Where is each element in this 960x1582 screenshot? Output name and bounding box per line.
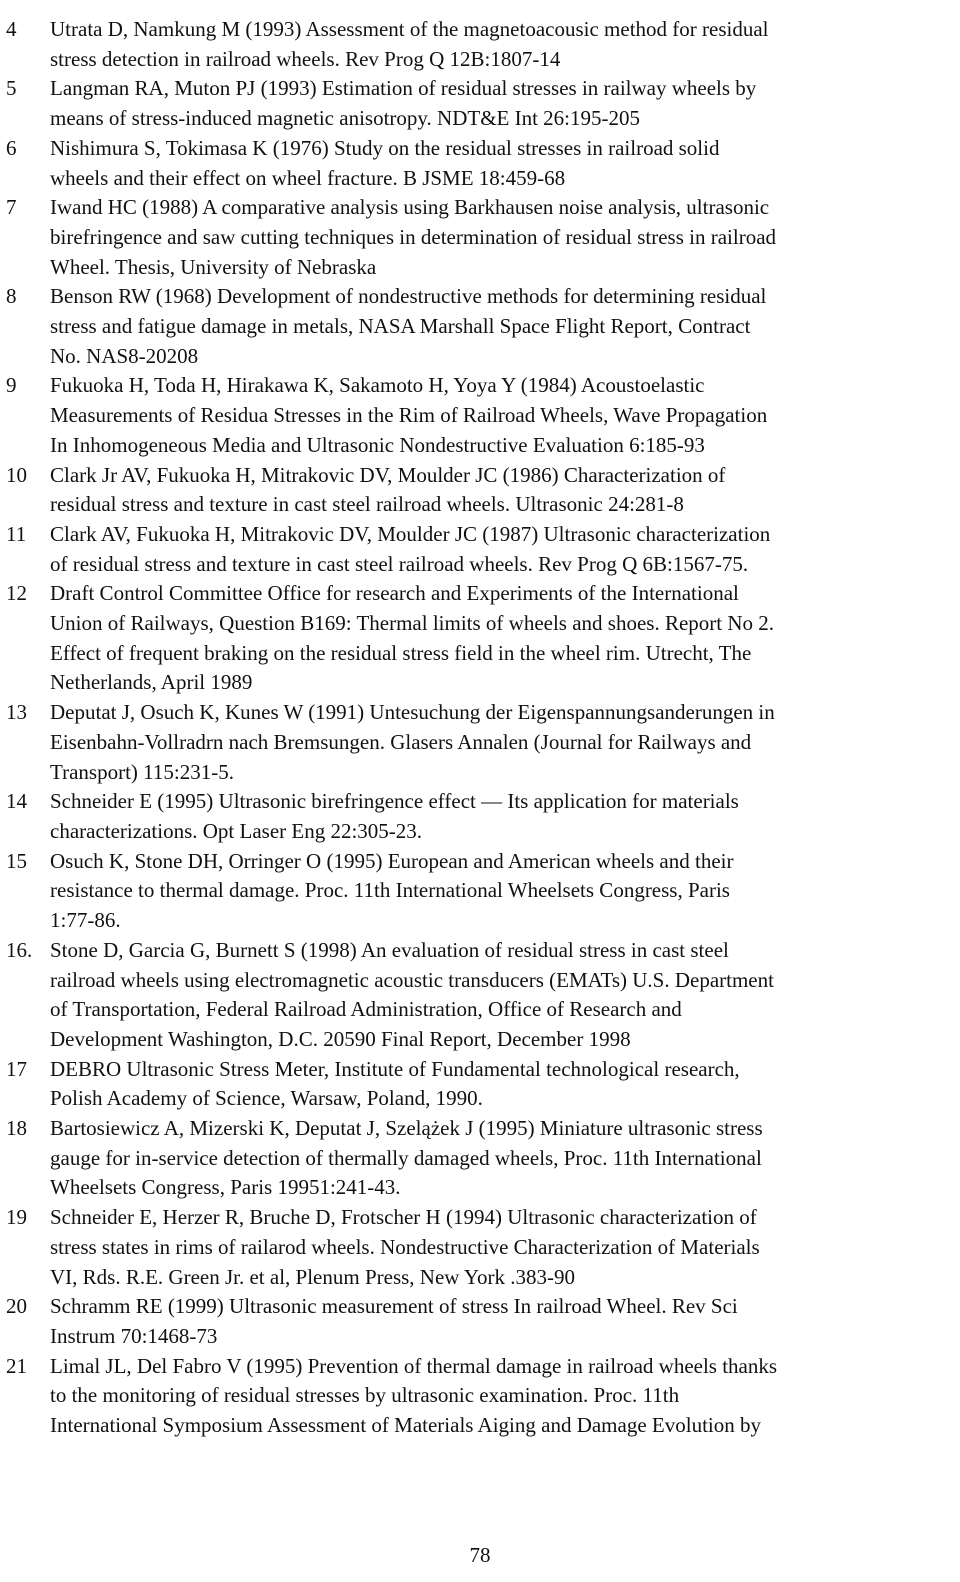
reference-line: Polish Academy of Science, Warsaw, Poland, 1990.: [50, 1086, 483, 1111]
reference-number: 10: [6, 462, 27, 487]
reference-number: 11: [6, 521, 27, 546]
reference-line: Fukuoka H, Toda H, Hirakawa K, Sakamoto H, Yoya Y (1984) Acoustoelastic: [50, 373, 705, 398]
reference-number: 5: [6, 76, 17, 101]
page-number: 78: [469, 1543, 491, 1567]
reference-number: 6: [6, 135, 17, 160]
reference-line: 1:77-86.: [50, 908, 121, 933]
reference-item: [6, 520, 954, 579]
reference-item: [6, 461, 954, 520]
reference-item: [6, 1203, 954, 1292]
reference-text: [50, 1352, 954, 1441]
reference-line: to the monitoring of residual stresses by ultrasonic examination. Proc. 11th: [50, 1383, 680, 1408]
reference-text: [50, 847, 954, 936]
reference-line: Wheel. Thesis, University of Nebraska: [50, 254, 377, 279]
reference-number: 9: [6, 373, 17, 398]
reference-line: Nishimura S, Tokimasa K (1976) Study on the residual stresses in railroad solid: [50, 135, 720, 160]
reference-line: Transport) 115:231-5.: [50, 759, 234, 784]
reference-line: Schramm RE (1999) Ultrasonic measurement of stress In railroad Wheel. Rev Sci: [50, 1294, 738, 1319]
reference-line: resistance to thermal damage. Proc. 11th International Wheelsets Congress, Paris: [50, 878, 730, 903]
reference-line: birefringence and saw cutting techniques in determination of residual stress in railroad: [50, 224, 777, 249]
reference-item: [6, 787, 954, 846]
reference-line: Bartosiewicz A, Mizerski K, Deputat J, Szelążek J (1995) Miniature ultrasonic stress: [50, 1116, 763, 1141]
reference-line: gauge for in-service detection of thermally damaged wheels, Proc. 11th International: [50, 1145, 762, 1170]
reference-number: 15: [6, 848, 27, 873]
reference-line: Effect of frequent braking on the residual stress field in the wheel rim. Utrecht, The: [50, 640, 752, 665]
reference-line: of residual stress and texture in cast steel railroad wheels. Rev Prog Q 6B:1567-75.: [50, 551, 749, 576]
reference-text: [50, 787, 954, 846]
reference-line: Osuch K, Stone DH, Orringer O (1995) European and American wheels and their: [50, 848, 734, 873]
reference-line: Schneider E (1995) Ultrasonic birefringence effect — Its application for materials: [50, 789, 739, 814]
reference-item: [6, 698, 954, 787]
reference-line: residual stress and texture in cast steel railroad wheels. Ultrasonic 24:281-8: [50, 492, 684, 517]
reference-line: means of stress-induced magnetic anisotropy. NDT&E Int 26:195-205: [50, 106, 641, 131]
reference-line: stress detection in railroad wheels. Rev Prog Q 12B:1807-14: [50, 46, 561, 71]
reference-number: 19: [6, 1205, 27, 1230]
reference-line: Instrum 70:1468-73: [50, 1323, 218, 1348]
reference-list: [6, 15, 954, 1441]
reference-text: [50, 134, 954, 193]
reference-text: [50, 698, 954, 787]
reference-text: [50, 15, 954, 74]
reference-text: [50, 1292, 954, 1351]
reference-line: stress states in rims of railarod wheels. Nondestructive Characterization of Materials: [50, 1234, 760, 1259]
reference-item: [6, 579, 954, 698]
reference-number: 8: [6, 284, 17, 309]
reference-number: 17: [6, 1056, 27, 1081]
reference-line: VI, Rds. R.E. Green Jr. et al, Plenum Press, New York .383-90: [50, 1264, 575, 1289]
reference-line: Union of Railways, Question B169: Thermal limits of wheels and shoes. Report No 2.: [50, 611, 775, 636]
reference-line: In Inhomogeneous Media and Ultrasonic Nondestructive Evaluation 6:185-93: [50, 432, 705, 457]
reference-line: Clark Jr AV, Fukuoka H, Mitrakovic DV, Moulder JC (1986) Characterization of: [50, 462, 726, 487]
reference-text: [50, 936, 954, 1055]
reference-text: [50, 371, 954, 460]
reference-number: 14: [6, 789, 27, 814]
reference-number: 7: [6, 195, 17, 220]
reference-text: [50, 461, 954, 520]
reference-item: [6, 371, 954, 460]
reference-line: Netherlands, April 1989: [50, 670, 253, 695]
reference-item: [6, 936, 954, 1055]
reference-line: Measurements of Residua Stresses in the Rim of Railroad Wheels, Wave Propagation: [50, 403, 768, 428]
reference-item: [6, 193, 954, 282]
reference-line: railroad wheels using electromagnetic acoustic transducers (EMATs) U.S. Department: [50, 967, 774, 992]
reference-line: Deputat J, Osuch K, Kunes W (1991) Untesuchung der Eigenspannungsanderungen in: [50, 700, 775, 725]
reference-line: stress and fatigue damage in metals, NASA Marshall Space Flight Report, Contract: [50, 314, 751, 339]
reference-line: Stone D, Garcia G, Burnett S (1998) An evaluation of residual stress in cast steel: [50, 937, 729, 962]
reference-number: 18: [6, 1116, 27, 1141]
reference-number: 21: [6, 1353, 27, 1378]
reference-item: [6, 1114, 954, 1203]
reference-text: [50, 282, 954, 371]
reference-item: [6, 15, 954, 74]
reference-line: Utrata D, Namkung M (1993) Assessment of the magnetoacousic method for residual: [50, 17, 769, 41]
reference-line: Benson RW (1968) Development of nondestructive methods for determining residual: [50, 284, 767, 309]
reference-item: [6, 1055, 954, 1114]
reference-line: Schneider E, Herzer R, Bruche D, Frotscher H (1994) Ultrasonic characterization of: [50, 1205, 757, 1230]
reference-line: Iwand HC (1988) A comparative analysis using Barkhausen noise analysis, ultrasonic: [50, 195, 770, 220]
reference-text: [50, 193, 954, 282]
reference-text: [50, 1055, 954, 1114]
reference-number: 13: [6, 700, 27, 725]
reference-line: Draft Control Committee Office for research and Experiments of the International: [50, 581, 739, 606]
reference-item: [6, 74, 954, 133]
reference-item: [6, 847, 954, 936]
reference-number: 4: [6, 17, 17, 41]
reference-line: Clark AV, Fukuoka H, Mitrakovic DV, Moulder JC (1987) Ultrasonic characterization: [50, 521, 771, 546]
reference-line: DEBRO Ultrasonic Stress Meter, Institute of Fundamental technological research,: [50, 1056, 740, 1081]
reference-line: Limal JL, Del Fabro V (1995) Prevention of thermal damage in railroad wheels thanks: [50, 1353, 778, 1378]
reference-line: of Transportation, Federal Railroad Administration, Office of Research and: [50, 997, 682, 1022]
reference-text: [50, 1114, 954, 1203]
reference-text: [50, 1203, 954, 1292]
reference-text: [50, 579, 954, 698]
reference-number: 20: [6, 1294, 27, 1319]
reference-text: [50, 520, 954, 579]
reference-item: [6, 1292, 954, 1351]
reference-line: Wheelsets Congress, Paris 19951:241-43.: [50, 1175, 401, 1200]
reference-line: Development Washington, D.C. 20590 Final Report, December 1998: [50, 1026, 631, 1051]
reference-text: [50, 74, 954, 133]
reference-item: [6, 1352, 954, 1441]
reference-number: 16.: [6, 937, 33, 962]
reference-line: Eisenbahn-Vollradrn nach Bremsungen. Glasers Annalen (Journal for Railways and: [50, 729, 752, 754]
reference-line: International Symposium Assessment of Materials Aiging and Damage Evolution by: [50, 1413, 761, 1438]
reference-line: No. NAS8-20208: [50, 343, 199, 368]
reference-number: 12: [6, 581, 27, 606]
reference-item: [6, 134, 954, 193]
reference-item: [6, 282, 954, 371]
reference-line: wheels and their effect on wheel fracture. B JSME 18:459-68: [50, 165, 566, 190]
reference-line: Langman RA, Muton PJ (1993) Estimation of residual stresses in railway wheels by: [50, 76, 757, 101]
reference-line: characterizations. Opt Laser Eng 22:305-23.: [50, 818, 423, 843]
